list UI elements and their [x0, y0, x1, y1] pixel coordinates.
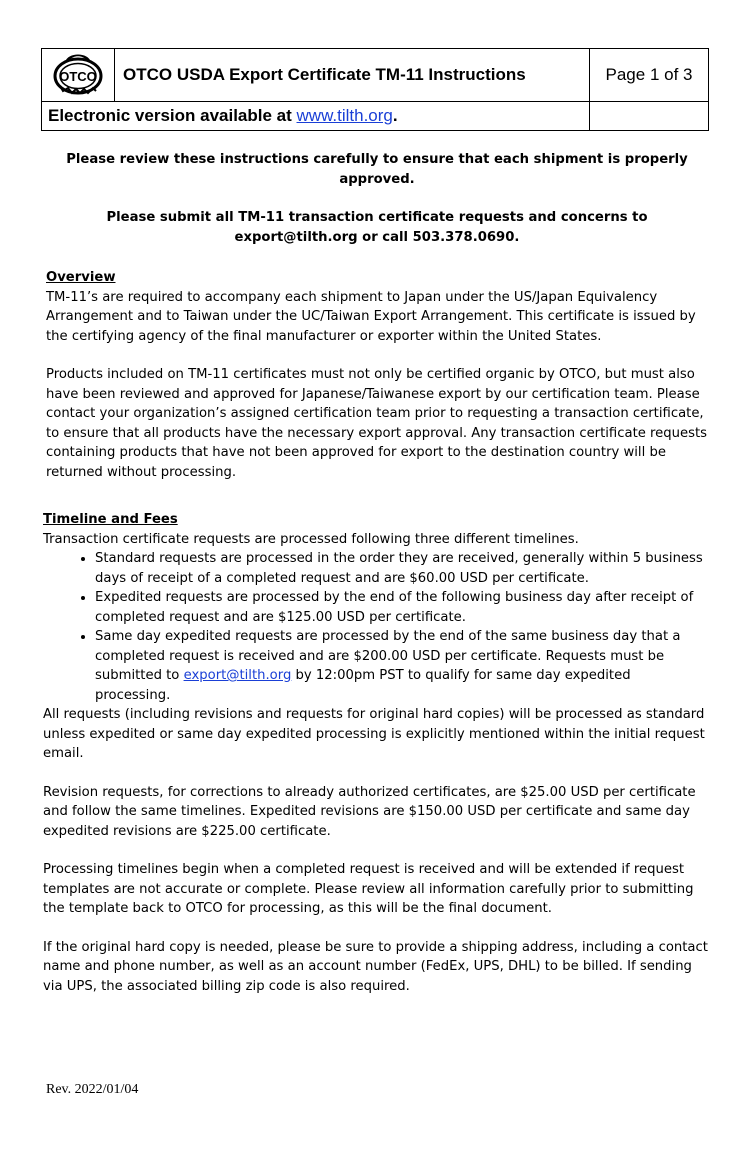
hardcopy-paragraph: If the original hard copy is needed, please be sure to provide a shipping address, including a contact name and phone number, as well as an account number (FedEx, UPS, DHL) to be billed. If sending via UPS, the associated billing zip code is also required. — [43, 939, 708, 994]
review-notice: Please review these instructions carefully to ensure that each shipment is properly approved. — [66, 152, 688, 187]
electronic-version-cell — [42, 102, 590, 131]
overview-paragraph: Products included on TM-11 certificates must not only be certified organic by OTCO, but must also have been reviewed and approved for Japanese/Taiwanese export by our certification team. Please contact your organization’s assigned certification team prior to requesting a transaction certificate, to ensure that all products have the necessary export approval. Any transaction certificate requests containing products that have not been approved for export to the destination country will be returned without processing. — [46, 367, 708, 480]
overview-heading: Overview — [46, 270, 116, 285]
electronic-suffix: . — [392, 106, 398, 125]
document-body — [43, 150, 708, 996]
empty-cell — [590, 102, 709, 131]
processing-paragraph: Processing timelines begin when a completed request is received and will be extended if request templates are not accurate or complete. Please review all information carefully prior to submitting the template back to OTCO for processing, as this will be the final document. — [43, 862, 694, 916]
timeline-list — [43, 549, 708, 705]
tilth-website-link[interactable]: www.tilth.org — [296, 106, 393, 125]
timeline-heading: Timeline and Fees — [43, 512, 178, 527]
bullet3-text-a: Same day expedited requests are processed by the end of the same business day that a completed request is received and are $200.00 USD per certificate. Requests must be submitted to — [95, 629, 681, 683]
timeline-standard-note: All requests (including revisions and requests for original hard copies) will be processed as standard unless expedited or same day expedited processing is explicitly mentioned within the initial request email. — [43, 707, 705, 761]
submit-notice: Please submit all TM-11 transaction certificate requests and concerns to export@tilth.org or call 503.378.0690. — [106, 210, 648, 245]
overview-section — [46, 268, 708, 482]
electronic-prefix: Electronic version available at — [48, 106, 297, 125]
list-item — [95, 627, 708, 705]
list-item: • Standard requests are processed in the order they are received, generally within 5 business days of receipt of a completed request and are $60.00 USD per certificate. — [95, 549, 708, 588]
bullet3-text-b: by 12:00pm PST to qualify for same day expedited processing. — [95, 668, 631, 703]
otco-logo-icon — [50, 50, 106, 96]
page-number: Page 1 of 3 — [590, 49, 709, 102]
logo-text: OTCO — [59, 68, 97, 84]
overview-paragraph: TM-11’s are required to accompany each shipment to Japan under the US/Japan Equivalency Arrangement and to Taiwan under the UC/Taiwan Export Arrangement. This certificate is issued by the certifying agency of the final manufacturer or exporter within the United States. — [46, 289, 696, 344]
revision-date: Rev. 2022/01/04 — [46, 1082, 139, 1097]
timeline-intro: Transaction certificate requests are processed following three different timelines. — [43, 531, 579, 547]
logo-cell — [42, 49, 115, 102]
revision-paragraph: Revision requests, for corrections to already authorized certificates, are $25.00 USD per certificate and follow the same timelines. Expedited revisions are $150.00 USD per certificate and same day expedited revisions are $225.00 certificate. — [43, 784, 696, 839]
list-item: • Expedited requests are processed by the end of the following business day after receipt of completed request and are $125.00 USD per certificate. — [95, 588, 708, 627]
document-title: OTCO USDA Export Certificate TM-11 Instructions — [115, 49, 590, 102]
timeline-section — [43, 510, 708, 996]
export-email-link[interactable]: export@tilth.org — [183, 668, 292, 683]
header-table — [41, 48, 709, 131]
